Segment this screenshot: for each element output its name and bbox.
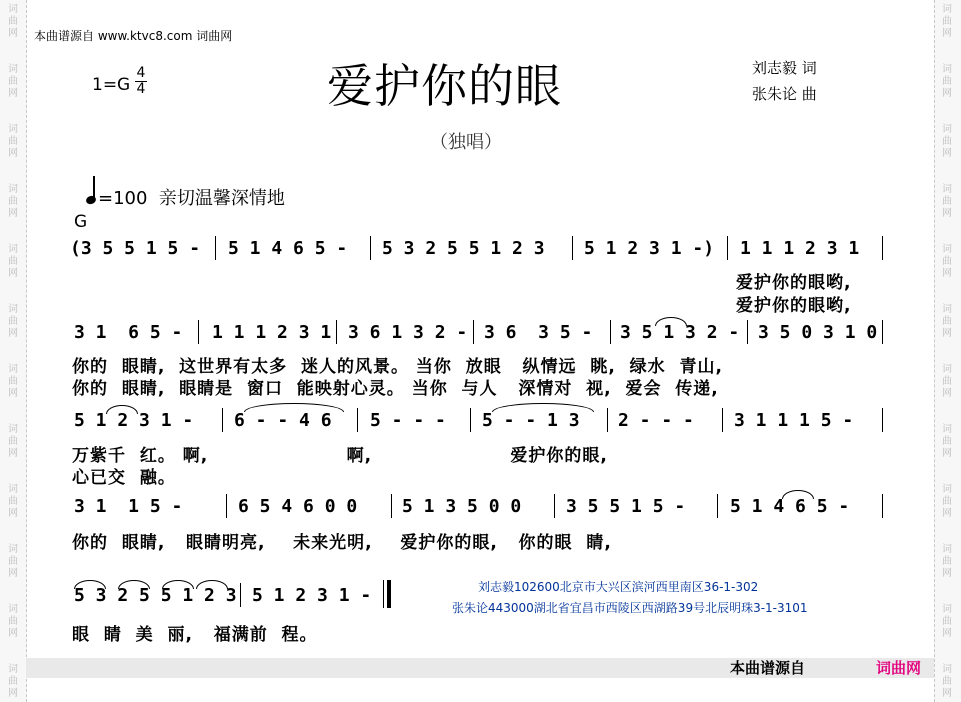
watermark: 词 曲 网 [942, 304, 952, 339]
lyricist-credit: 刘志毅 词 [752, 59, 817, 77]
lyric-line: 你的 眼睛, 这世界有太多 迷人的风景。 当你 放眼 纵情远 眺, 绿水 青山, [72, 357, 723, 377]
song-title: 爱护你的眼 [327, 59, 562, 113]
measure: 5 3 2 5 5 1 2 3 [382, 238, 545, 259]
watermark: 词 曲 网 [942, 664, 952, 699]
watermark: 词 曲 网 [942, 604, 952, 639]
measure: 6 - - 4 6 [234, 410, 332, 431]
measure: 3 6 3 5 - [484, 322, 593, 343]
watermark: 词 曲 网 [8, 484, 18, 519]
watermark: 词 曲 网 [942, 364, 952, 399]
watermark: 词 曲 网 [942, 4, 952, 39]
lyric-line: 你的 眼睛, 眼睛明亮, 未来光明, 爱护你的眼, 你的眼 睛, [72, 533, 612, 553]
tempo-marking: =100 亲切温馨深情地 [98, 188, 285, 209]
lyric-line: 万紫千 红。 啊, 啊, 爱护你的眼, [72, 446, 608, 466]
lyric-line: 爱护你的眼哟, [736, 296, 852, 316]
key-signature: 1=G [92, 75, 131, 95]
watermark: 词 曲 网 [8, 124, 18, 159]
watermark: 词 曲 网 [8, 604, 18, 639]
measure: 3 1 1 5 - [74, 496, 183, 517]
watermark: 词 曲 网 [8, 184, 18, 219]
composer-credit: 张朱论 曲 [752, 85, 817, 103]
time-signature [134, 66, 148, 97]
watermark: 词 曲 网 [942, 64, 952, 99]
lyric-line: 心已交 融。 [72, 468, 176, 488]
time-bottom: 4 [136, 81, 146, 97]
measure: 5 1 2 3 1 -) [584, 238, 715, 259]
final-barline [387, 580, 391, 608]
quarter-note-icon [85, 195, 97, 206]
measure: 1 1 1 2 3 1 [212, 322, 332, 343]
watermark: 词 曲 网 [942, 484, 952, 519]
watermark: 词 曲 网 [942, 124, 952, 159]
measure: 5 1 4 6 5 - [228, 238, 348, 259]
footer-label: 本曲谱源自 [730, 659, 806, 677]
measure: 3 1 1 1 5 - [734, 410, 854, 431]
lyric-line: 眼 睛 美 丽, 福满前 程。 [72, 625, 318, 645]
lyric-line: 爱护你的眼哟, [736, 273, 852, 293]
measure: 2 - - - [618, 410, 694, 431]
measure: 3 1 6 5 - [74, 322, 183, 343]
left-margin [0, 0, 27, 702]
watermark: 词 曲 网 [8, 304, 18, 339]
lyricist-address: 刘志毅102600北京市大兴区滨河西里南区36-1-302 [478, 580, 759, 594]
quarter-note-stem [93, 176, 95, 198]
footer-site-link[interactable]: 词曲网 [876, 659, 922, 677]
measure: 5 1 4 6 5 - [730, 496, 850, 517]
measure: 5 1 2 3 1 - [74, 410, 194, 431]
subtitle: （独唱） [430, 132, 502, 153]
watermark: 词 曲 网 [942, 244, 952, 279]
watermark: 词 曲 网 [8, 544, 18, 579]
watermark: 词 曲 网 [8, 664, 18, 699]
watermark: 词 曲 网 [8, 424, 18, 459]
time-top: 4 [136, 65, 146, 81]
measure: 5 1 2 3 1 - [252, 585, 372, 606]
measure: 5 - - 1 3 [482, 410, 580, 431]
watermark: 词 曲 网 [942, 184, 952, 219]
measure: 3 5 1 3 2 - [620, 322, 740, 343]
measure: 3 6 1 3 2 - [348, 322, 468, 343]
source-line: 本曲谱源自 www.ktvc8.com 词曲网 [34, 29, 233, 43]
watermark: 词 曲 网 [8, 244, 18, 279]
watermark: 词 曲 网 [8, 364, 18, 399]
composer-address: 张朱论443000湖北省宜昌市西陵区西湖路39号北辰明珠3-1-3101 [452, 601, 808, 615]
measure: 5 - - - [370, 410, 446, 431]
lyric-line: 你的 眼睛, 眼睛是 窗口 能映射心灵。 当你 与人 深情对 视, 爱会 传递, [72, 379, 719, 399]
measure: 5 1 3 5 0 0 [402, 496, 522, 517]
watermark: 词 曲 网 [8, 64, 18, 99]
chord-label: G [74, 212, 88, 232]
measure: 3 5 5 1 5 - [566, 496, 686, 517]
measure: (3 5 5 1 5 - [70, 238, 201, 259]
measure: 1 1 1 2 3 1 [740, 238, 860, 259]
watermark: 词 曲 网 [942, 544, 952, 579]
watermark: 词 曲 网 [8, 4, 18, 39]
right-margin [934, 0, 961, 702]
measure: 6 5 4 6 0 0 [238, 496, 358, 517]
measure: 5 3 2 5 5 1 2 3 [74, 585, 237, 606]
watermark: 词 曲 网 [942, 424, 952, 459]
measure: 3 5 0 3 1 0 [758, 322, 878, 343]
